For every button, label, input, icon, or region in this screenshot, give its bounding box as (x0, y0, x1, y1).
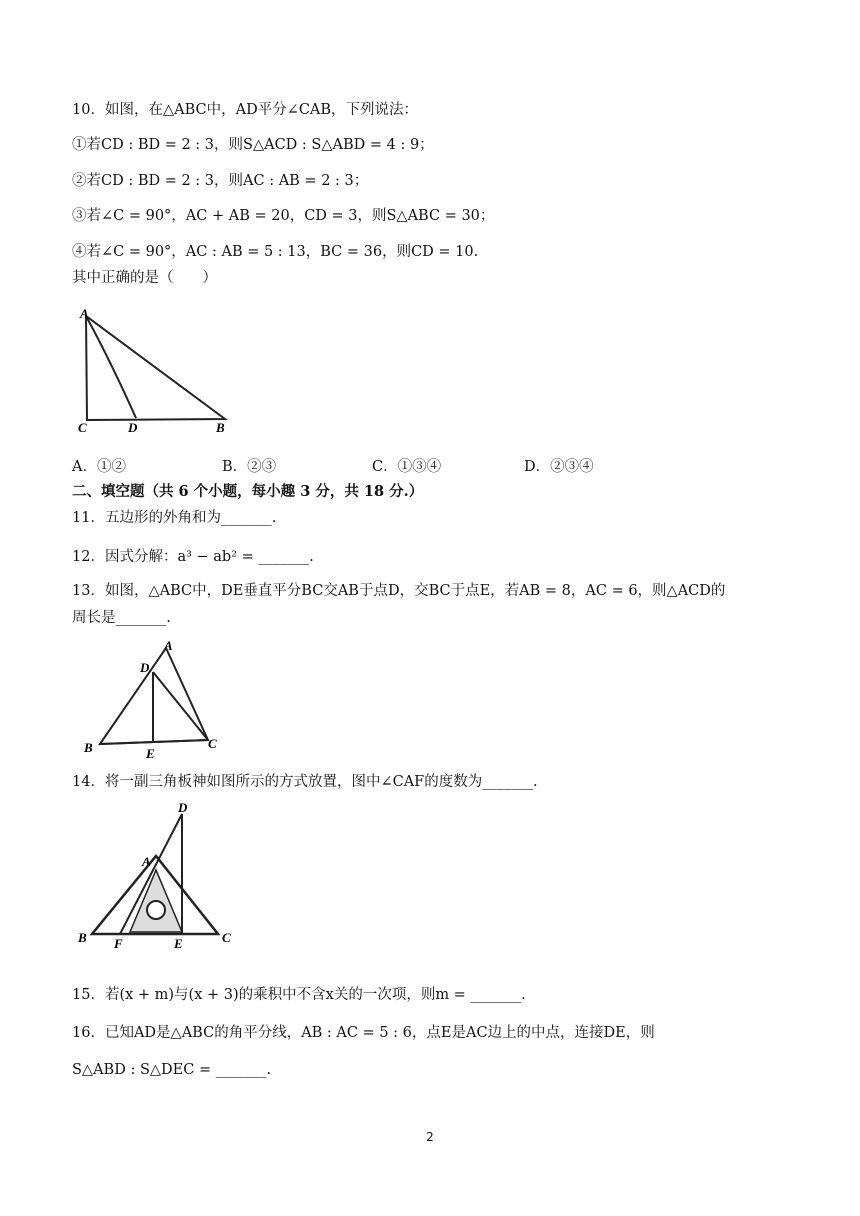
q10-option-b (222, 455, 276, 476)
q10-triangle-figure (70, 300, 250, 440)
q10-option-c (372, 455, 441, 476)
q14-text: 14．将一副三角板神如图所示的方式放置，图中∠CAF的度数为_______. (72, 774, 538, 790)
q11-text: 11．五边形的外角和为_______. (72, 510, 277, 526)
q10-option-d (524, 455, 594, 476)
q10-option-a (72, 455, 126, 476)
q10-statement-3: ③若∠C = 90°，AC + AB = 20，CD = 3，则S△ABC = 30； (72, 208, 495, 224)
q13-label-d: D (140, 660, 150, 675)
q14-label-f: F (114, 936, 123, 950)
q13-label-e: E (146, 746, 155, 760)
q14-label-c: C (222, 930, 231, 945)
q13-triangle-figure (78, 636, 228, 760)
q14-set-square-figure (74, 800, 244, 950)
q14-circle-hole (147, 901, 165, 919)
page-number: 2 (426, 1130, 434, 1144)
q10-stem-text: 10．如图，在△ABC中，AD平分∠CAB，下列说法： (72, 102, 419, 118)
q10-statement-1: ①若CD : BD = 2 : 3，则S△ACD : S△ABD = 4 : 9； (72, 137, 434, 153)
q15-text: 15．若(x + m)与(x + 3)的乘积中不含x关的一次项，则m = _______. (72, 987, 526, 1003)
q13-label-a: A (164, 638, 173, 653)
q10-label-c: C (78, 420, 87, 435)
q13-text: 13．如图，△ABC中，DE垂直平分BC交AB于点D，交BC于点E，若AB = 8，AC = 6，则△ACD的 (72, 583, 726, 599)
q14-label-e: E (174, 936, 183, 950)
q10-statement-4: ④若∠C = 90°，AC : AB = 5 : 13，BC = 36，则CD = 10. (72, 244, 479, 260)
q10-label-d: D (128, 420, 138, 435)
q13-label-b: B (84, 740, 93, 755)
q14-label-b: B (78, 930, 87, 945)
q16-text-2: S△ABD : S△DEC = _______. (72, 1062, 272, 1078)
q13-segment-dc (153, 672, 208, 740)
q10-option-d-letter: D． (524, 459, 551, 475)
q10-option-a-text: ①② (96, 459, 126, 475)
q14-label-a: A (142, 854, 151, 869)
q10-label-b: B (216, 420, 225, 435)
q10-statement-2: ②若CD : BD = 2 : 3，则AC : AB = 2 : 3； (72, 173, 369, 189)
q10-stem (72, 100, 418, 120)
q16-text: 16．已知AD是△ABC的角平分线，AB : AC = 5 : 6，点E是AC边上的中点，连接DE，则 (72, 1025, 655, 1041)
q10-question: 其中正确的是（ ） (72, 270, 217, 286)
q10-option-c-letter: C． (372, 459, 398, 475)
q10-option-b-text: ②③ (247, 459, 277, 475)
q10-bisector-ad (86, 316, 136, 418)
q14-label-d: D (178, 800, 188, 815)
q10-option-c-text: ①③④ (397, 459, 442, 475)
section-title: 二、填空题（共 6 个小题，每小趣 3 分，共 18 分.） (72, 483, 424, 500)
q10-option-b-letter: B． (222, 459, 248, 475)
q13-label-c: C (208, 736, 217, 751)
q12-text: 12．因式分解：a³ − ab² = _______. (72, 549, 314, 565)
q10-option-d-text: ②③④ (550, 459, 594, 475)
q10-triangle-abc (86, 316, 225, 420)
q10-label-a: A (80, 306, 89, 321)
q10-option-a-letter: A． (72, 459, 97, 475)
q13-text-2: 周长是_______. (72, 610, 171, 626)
